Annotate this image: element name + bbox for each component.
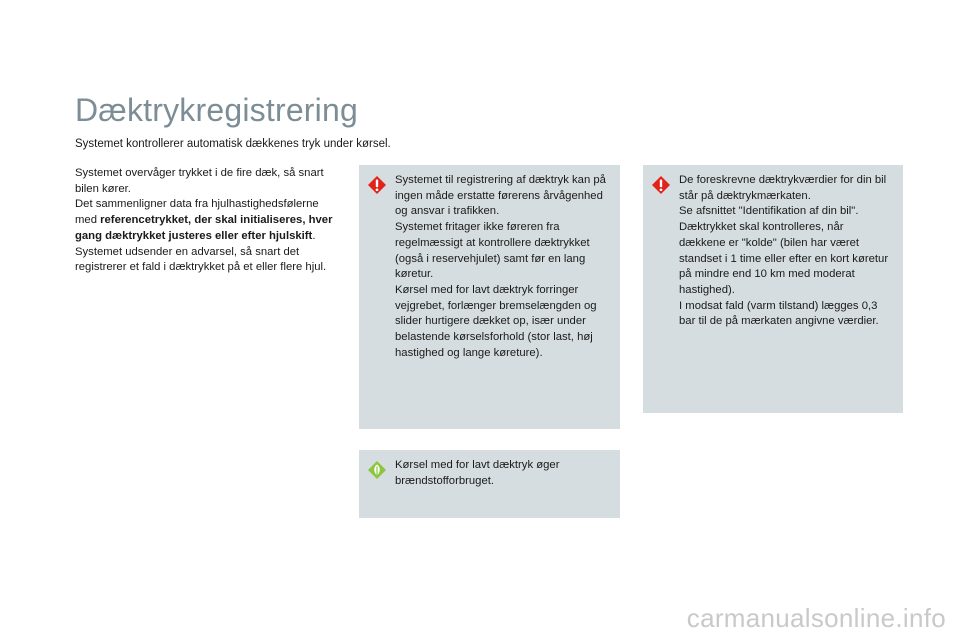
warning-box-1-line-2: Systemet fritager ikke føreren fra regelmæssigt at kontrollere dæktrykket (også i reservehjulet) samt før en lang køretur. xyxy=(395,221,590,281)
intro-text: Systemet kontrollerer automatisk dækkenes tryk under kørsel. xyxy=(75,138,391,150)
left-paragraph-2-bold: referencetrykket, der skal initialiseres, hver gang dæktrykket justeres eller efter hjulskift xyxy=(75,214,333,242)
leaf-icon xyxy=(367,460,387,480)
page-title: Dæktrykregistrering xyxy=(75,92,358,128)
left-paragraph-3: Systemet udsender en advarsel, så snart det registrerer et fald i dæktrykket på et eller flere hjul. xyxy=(75,245,327,274)
eco-box xyxy=(359,450,620,518)
exclamation-icon xyxy=(651,175,671,195)
left-paragraph-2-end: . xyxy=(312,229,316,242)
left-column xyxy=(75,166,337,276)
left-paragraph-1: Systemet overvåger trykket i de fire dæk, så snart bilen kører. xyxy=(75,167,324,195)
warning-box-2-line-2: Se afsnittet "Identifikation af din bil". xyxy=(679,205,859,218)
exclamation-icon xyxy=(367,175,387,195)
warning-box-2-line-4: I modsat fald (varm tilstand) lægges 0,3 bar til de på mærkaten angivne værdier. xyxy=(679,299,879,328)
left-paragraph-2 xyxy=(75,197,337,244)
warning-box-2-line-1: De foreskrevne dæktrykværdier for din bil står på dæktrykmærkaten. xyxy=(679,174,887,202)
left-paragraph-2-start: Det sammenligner data fra hjulhastighedsfølerne med xyxy=(75,198,319,227)
warning-box-1-line-1: Systemet til registrering af dæktryk kan på ingen måde erstatte førerens årvågenhed og ansvar i trafikken. xyxy=(395,174,606,218)
warning-box-2 xyxy=(643,165,903,413)
warning-box-2-line-3: Dæktrykket skal kontrolleres, når dækkene er "kolde" (bilen har været standset i 1 time eller efter en kort køretur på mindre end 10 km med moderat hastighed). xyxy=(679,221,889,296)
warning-box-1 xyxy=(359,165,620,429)
warning-box-1-line-3: Kørsel med for lavt dæktryk forringer vejgrebet, forlænger bremselængden og slider hurtigere dækket op, især under belastende kørselsforhold (stor last, høj hastighed og lange køreture). xyxy=(395,283,597,359)
warning-box-1-text xyxy=(395,173,610,361)
warning-box-2-text xyxy=(679,173,893,330)
watermark: carmanualsonline.info xyxy=(686,603,946,633)
eco-box-text: Kørsel med for lavt dæktryk øger brændstofforbruget. xyxy=(395,459,560,487)
